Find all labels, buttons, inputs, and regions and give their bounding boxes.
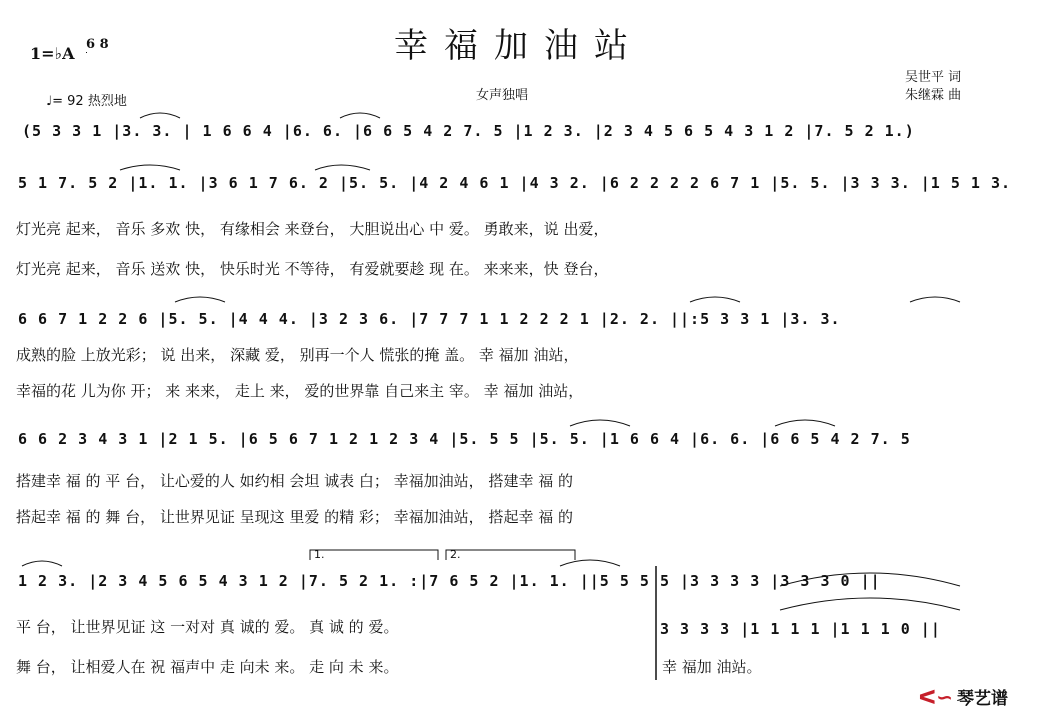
lyric-row-3-verse-2: 搭起幸 福 的 舞 台， 让世界见证 呈现这 里爱 的精 彩； 幸福加油站， 搭起幸 福 的 [16, 508, 573, 526]
time-sig-top: 6 [86, 37, 96, 52]
lyric-row-2-verse-1: 成熟的脸 上放光彩； 说 出来， 深藏 爱， 别再一个人 慌张的掩 盖。 幸 福加 油站， [16, 346, 579, 364]
time-sig-bottom: 8 [99, 37, 109, 52]
notation-row-1: 5 1 7. 5 2 |1. 1. |3 6 1 7 6. 2 |5. 5. |4 2 4 6 1 |4 3 2. |6 2 2 2 2 6 7 1 |5. 5. |3 3 3. |1 5 1 3. [18, 174, 1012, 192]
notation-row-4: 1 2 3. |2 3 4 5 6 5 4 3 1 2 |7. 5 2 1. :|7 6 5 2 |1. 1. ||5 5 5 5 |3 3 3 3 |3 3 3 0 || [18, 572, 881, 590]
notation-row-4-lower-part: 3 3 3 3 |1 1 1 1 |1 1 1 0 || [660, 620, 941, 638]
lyric-row-3-verse-1: 搭建幸 福 的 平 台， 让心爱的人 如约相 会坦 诚表 白； 幸福加油站， 搭建幸 福 的 [16, 472, 573, 490]
notation-row-2: 6 6 7 1 2 2 6 |5. 5. |4 4 4. |3 2 3 6. |7 7 7 1 1 2 2 2 1 |2. 2. ||:5 3 3 1 |3. 3. [18, 310, 841, 328]
logo-text: 琴艺谱 [957, 689, 1008, 709]
lyric-row-2-verse-2: 幸福的花 儿为你 开； 来 来来， 走上 来， 爱的世界靠 自己来主 宰。 幸 福加 油站， [16, 382, 584, 400]
voice-label: 女声独唱 [476, 88, 529, 103]
lyricist-credit: 吴世平 词 [905, 70, 962, 85]
site-logo [919, 684, 1008, 709]
logo-mark-icon: ᐸ∽ [918, 684, 953, 709]
lyric-row-4-ending: 幸 福加 油站。 [662, 658, 762, 676]
lyric-row-4-verse-1: 平 台， 让世界见证 这 一对对 真 诚的 爱。 真 诚 的 爱。 [16, 618, 399, 636]
notation-row-intro: (5 3 3 1 |3. 3. | 1 6 6 4 |6. 6. |6 6 5 4 2 7. 5 |1 2 3. |2 3 4 5 6 5 4 3 1 2 |7. 5 2 1.) [22, 122, 915, 140]
lyric-row-1-verse-2: 灯光亮 起来， 音乐 送欢 快， 快乐时光 不等待， 有爱就要趁 现 在。 来来来，快 登台， [16, 260, 609, 278]
notation-row-3: 6 6 2 3 4 3 1 |2 1 5. |6 5 6 7 1 2 1 2 3 4 |5. 5 5 |5. 5. |1 6 6 4 |6. 6. |6 6 5 4 2 7. 5 [18, 430, 911, 448]
composer-credit: 朱继霖 曲 [905, 88, 962, 103]
lyric-row-4-verse-2: 舞 台， 让相爱人在 祝 福声中 走 向未 来。 走 向 未 来。 [16, 658, 399, 676]
tempo-marking: ♩= 92 热烈地 [46, 94, 127, 109]
song-title: 幸福加油站 [394, 26, 644, 66]
lyric-row-1-verse-1: 灯光亮 起来， 音乐 多欢 快， 有缘相会 来登台， 大胆说出心 中 爱。 勇敢来，说 出爱， [16, 220, 609, 238]
key-signature: 1=♭A [30, 44, 75, 63]
volta-2: 2. [450, 548, 461, 561]
volta-1: 1. [314, 548, 325, 561]
